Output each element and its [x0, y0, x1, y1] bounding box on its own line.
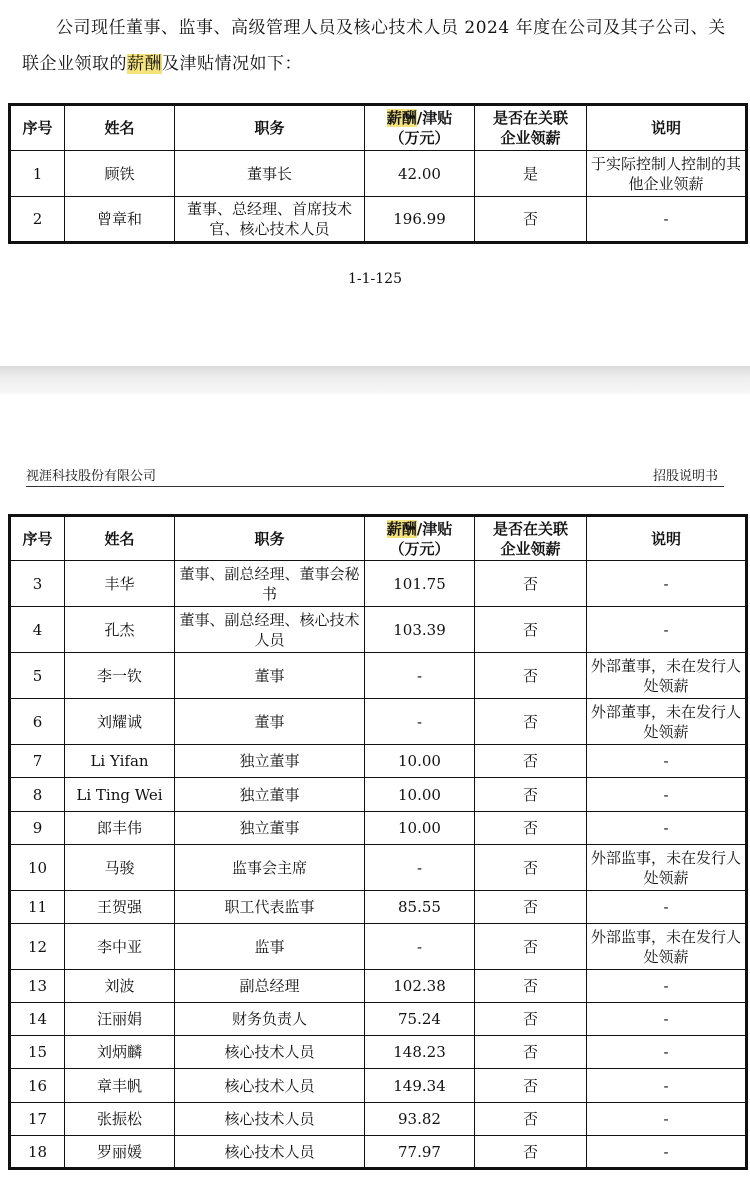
cell-note: - — [587, 970, 747, 1003]
cell-pay: 93.82 — [365, 1103, 475, 1136]
table-row — [10, 699, 747, 745]
compensation-table-part2 — [8, 514, 748, 1170]
page-header-rule — [26, 486, 724, 487]
cell-name: 刘耀诚 — [65, 699, 175, 745]
table-row — [10, 1069, 747, 1103]
cell-related: 否 — [475, 561, 587, 607]
table-row — [10, 197, 747, 243]
cell-note: - — [587, 1036, 747, 1069]
intro-text-after: 及津贴情况如下： — [162, 54, 302, 74]
cell-related: 否 — [475, 197, 587, 243]
cell-name: Li Ting Wei — [65, 778, 175, 812]
cell-duty: 核心技术人员 — [175, 1036, 365, 1069]
cell-note: - — [587, 812, 747, 845]
cell-name: Li Yifan — [65, 745, 175, 778]
cell-seq: 3 — [10, 561, 65, 607]
cell-duty: 董事、总经理、首席技术官、核心技术人员 — [175, 197, 365, 243]
cell-pay: 101.75 — [365, 561, 475, 607]
table-header-row — [10, 516, 747, 561]
cell-name: 王贺强 — [65, 891, 175, 924]
cell-pay: 148.23 — [365, 1036, 475, 1069]
table-row — [10, 1036, 747, 1069]
header-pay-highlight: 薪酬 — [386, 109, 417, 127]
cell-note: - — [587, 1003, 747, 1036]
cell-name: 马骏 — [65, 845, 175, 891]
cell-pay: 102.38 — [365, 970, 475, 1003]
table-row — [10, 1103, 747, 1136]
cell-note: - — [587, 745, 747, 778]
table-row — [10, 607, 747, 653]
cell-note: - — [587, 561, 747, 607]
cell-seq: 14 — [10, 1003, 65, 1036]
cell-duty: 董事 — [175, 699, 365, 745]
page-gap — [0, 366, 750, 394]
page-number: 1-1-125 — [348, 271, 402, 287]
cell-note: 外部监事，未在发行人处领薪 — [587, 845, 747, 891]
cell-pay: - — [365, 653, 475, 699]
table-row — [10, 1003, 747, 1036]
cell-seq: 12 — [10, 924, 65, 970]
cell-pay: 196.99 — [365, 197, 475, 243]
cell-pay: 149.34 — [365, 1069, 475, 1103]
header-duty: 职务 — [175, 516, 365, 561]
table-row — [10, 970, 747, 1003]
table-row — [10, 151, 747, 197]
cell-note: - — [587, 1069, 747, 1103]
cell-name: 刘波 — [65, 970, 175, 1003]
header-duty: 职务 — [175, 105, 365, 151]
cell-note: - — [587, 1103, 747, 1136]
cell-related: 否 — [475, 653, 587, 699]
header-seq: 序号 — [10, 105, 65, 151]
cell-duty: 核心技术人员 — [175, 1069, 365, 1103]
cell-pay: - — [365, 845, 475, 891]
header-pay — [365, 516, 475, 561]
cell-note: - — [587, 891, 747, 924]
table-row — [10, 845, 747, 891]
cell-related: 否 — [475, 1136, 587, 1169]
cell-duty: 副总经理 — [175, 970, 365, 1003]
header-related — [475, 105, 587, 151]
cell-seq: 7 — [10, 745, 65, 778]
cell-seq: 9 — [10, 812, 65, 845]
table-row — [10, 891, 747, 924]
cell-name: 曾章和 — [65, 197, 175, 243]
table-row — [10, 778, 747, 812]
header-name: 姓名 — [65, 105, 175, 151]
cell-related: 否 — [475, 699, 587, 745]
cell-duty: 监事 — [175, 924, 365, 970]
cell-related: 否 — [475, 745, 587, 778]
cell-name: 顾铁 — [65, 151, 175, 197]
cell-seq: 6 — [10, 699, 65, 745]
table-row — [10, 812, 747, 845]
cell-name: 张振松 — [65, 1103, 175, 1136]
header-related — [475, 516, 587, 561]
cell-name: 刘炳麟 — [65, 1036, 175, 1069]
cell-pay: 10.00 — [365, 812, 475, 845]
cell-name: 罗丽媛 — [65, 1136, 175, 1169]
cell-seq: 2 — [10, 197, 65, 243]
cell-note: - — [587, 778, 747, 812]
cell-duty: 董事、副总经理、核心技术人员 — [175, 607, 365, 653]
cell-duty: 独立董事 — [175, 778, 365, 812]
cell-name: 孔杰 — [65, 607, 175, 653]
cell-duty: 独立董事 — [175, 745, 365, 778]
cell-name: 汪丽娟 — [65, 1003, 175, 1036]
cell-duty: 董事长 — [175, 151, 365, 197]
cell-seq: 15 — [10, 1036, 65, 1069]
header-pay-rest: /津贴 — [416, 519, 453, 538]
cell-name: 李中亚 — [65, 924, 175, 970]
cell-seq: 10 — [10, 845, 65, 891]
cell-note: - — [587, 197, 747, 243]
cell-pay: 103.39 — [365, 607, 475, 653]
table-row — [10, 745, 747, 778]
cell-related: 否 — [475, 970, 587, 1003]
cell-related: 否 — [475, 812, 587, 845]
cell-seq: 16 — [10, 1069, 65, 1103]
table-row — [10, 561, 747, 607]
cell-note: - — [587, 1136, 747, 1169]
cell-duty: 核心技术人员 — [175, 1136, 365, 1169]
cell-duty: 职工代表监事 — [175, 891, 365, 924]
header-related-line2: 企业领薪 — [500, 129, 561, 147]
header-seq: 序号 — [10, 516, 65, 561]
cell-note: 于实际控制人控制的其他企业领薪 — [587, 151, 747, 197]
header-related-line1: 是否在关联 — [492, 109, 568, 127]
cell-note: 外部董事，未在发行人处领薪 — [587, 653, 747, 699]
header-related-line1: 是否在关联 — [492, 519, 568, 538]
cell-pay: 10.00 — [365, 745, 475, 778]
cell-duty: 董事、副总经理、董事会秘书 — [175, 561, 365, 607]
cell-seq: 13 — [10, 970, 65, 1003]
cell-duty: 独立董事 — [175, 812, 365, 845]
header-related-line2: 企业领薪 — [500, 539, 561, 558]
cell-seq: 11 — [10, 891, 65, 924]
cell-related: 否 — [475, 845, 587, 891]
cell-seq: 4 — [10, 607, 65, 653]
cell-name: 李一钦 — [65, 653, 175, 699]
page-header-company: 视涯科技股份有限公司 — [26, 469, 157, 484]
cell-seq: 1 — [10, 151, 65, 197]
cell-seq: 5 — [10, 653, 65, 699]
cell-pay: 42.00 — [365, 151, 475, 197]
cell-name: 郎丰伟 — [65, 812, 175, 845]
table-row — [10, 1136, 747, 1169]
cell-related: 否 — [475, 607, 587, 653]
cell-duty: 核心技术人员 — [175, 1103, 365, 1136]
cell-pay: 85.55 — [365, 891, 475, 924]
header-note: 说明 — [587, 105, 747, 151]
compensation-table-part1 — [8, 103, 748, 244]
table-row — [10, 924, 747, 970]
cell-related: 否 — [475, 1069, 587, 1103]
cell-related: 否 — [475, 924, 587, 970]
table-row — [10, 653, 747, 699]
cell-seq: 18 — [10, 1136, 65, 1169]
intro-paragraph — [22, 10, 728, 82]
cell-duty: 董事 — [175, 653, 365, 699]
cell-pay: - — [365, 699, 475, 745]
cell-duty: 监事会主席 — [175, 845, 365, 891]
cell-related: 否 — [475, 778, 587, 812]
header-name: 姓名 — [65, 516, 175, 561]
cell-seq: 17 — [10, 1103, 65, 1136]
cell-duty: 财务负责人 — [175, 1003, 365, 1036]
cell-seq: 8 — [10, 778, 65, 812]
cell-related: 是 — [475, 151, 587, 197]
cell-pay: 75.24 — [365, 1003, 475, 1036]
header-note: 说明 — [587, 516, 747, 561]
page-header-doc-type: 招股说明书 — [652, 469, 718, 484]
header-pay — [365, 105, 475, 151]
cell-note: 外部监事，未在发行人处领薪 — [587, 924, 747, 970]
cell-name: 丰华 — [65, 561, 175, 607]
cell-note: 外部董事，未在发行人处领薪 — [587, 699, 747, 745]
header-pay-unit: （万元） — [389, 539, 450, 558]
cell-related: 否 — [475, 1103, 587, 1136]
header-pay-rest: /津贴 — [416, 109, 453, 127]
cell-pay: 10.00 — [365, 778, 475, 812]
cell-pay: 77.97 — [365, 1136, 475, 1169]
cell-note: - — [587, 607, 747, 653]
cell-name: 章丰帆 — [65, 1069, 175, 1103]
intro-text-before: 公司现任董事、监事、高级管理人员及核心技术人员 2024 年度在公司及其子公司、关联企业领取的 — [22, 18, 726, 74]
table-header-row — [10, 105, 747, 151]
cell-related: 否 — [475, 1036, 587, 1069]
intro-highlight: 薪酬 — [127, 54, 162, 74]
header-pay-highlight: 薪酬 — [386, 519, 417, 538]
cell-related: 否 — [475, 891, 587, 924]
cell-related: 否 — [475, 1003, 587, 1036]
cell-pay: - — [365, 924, 475, 970]
header-pay-unit: （万元） — [389, 129, 450, 147]
